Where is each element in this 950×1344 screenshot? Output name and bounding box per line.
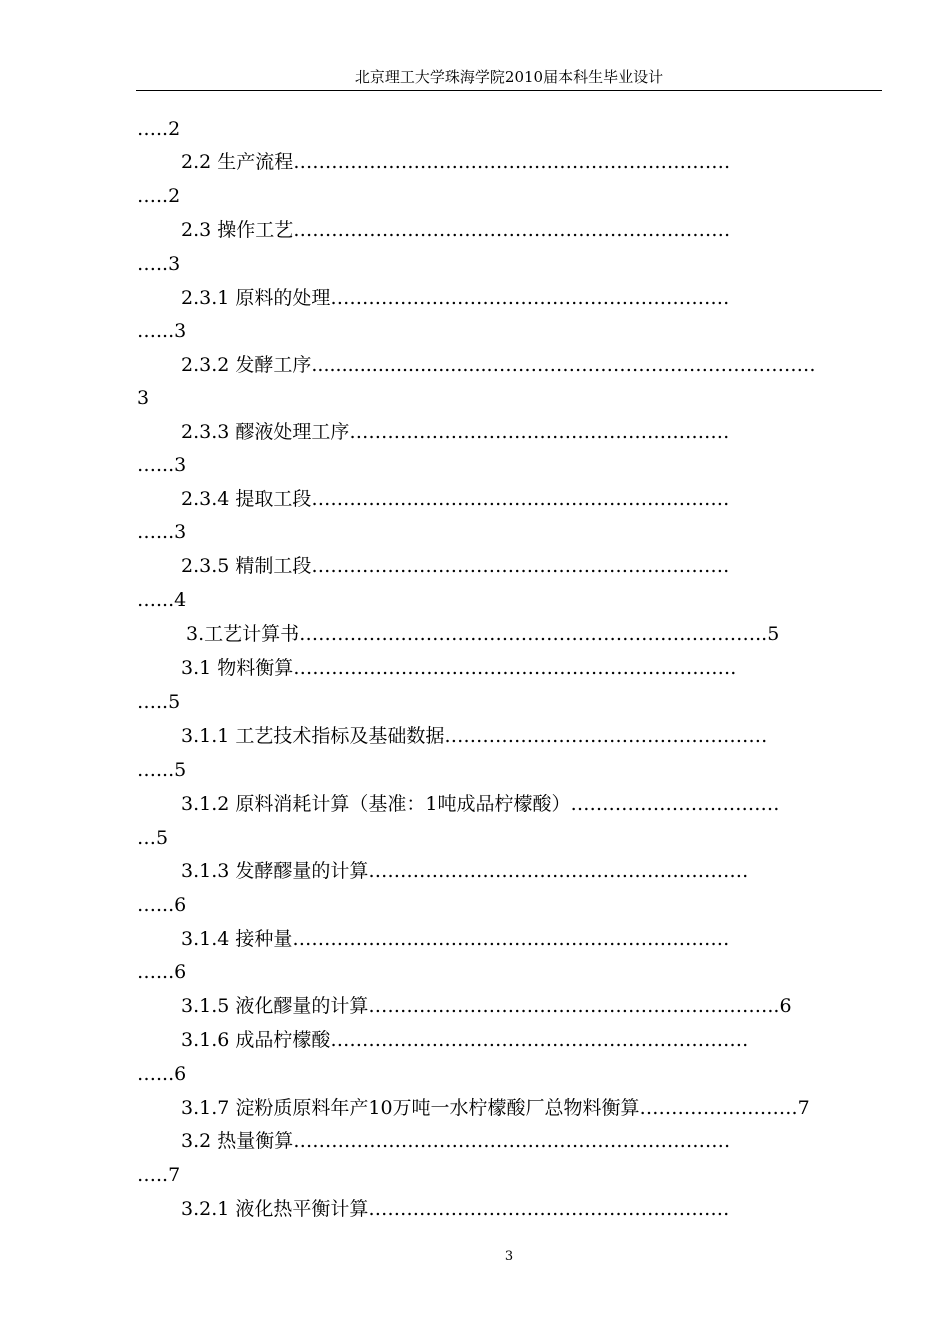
toc-line: …...3 [137,521,187,543]
toc-line: 3.1.1 工艺技术指标及基础数据…………………………………………… [181,725,768,747]
toc-line: …..2 [137,118,181,140]
toc-line: 3.2.1 液化热平衡计算………………………………………………… [181,1198,730,1220]
toc-line: …5 [137,827,169,849]
toc-line: …...4 [137,589,187,611]
toc-line: …...3 [137,454,187,476]
toc-line: 3.1.4 接种量…………………………………………………………… [181,928,730,950]
toc-line: …...6 [137,961,187,983]
toc-line: …...6 [137,1063,187,1085]
toc-line: 3.1.6 成品柠檬酸………………………………………………………… [181,1029,749,1051]
toc-line: …..2 [137,185,181,207]
header-title: 北京理工大学珠海学院2010届本科生毕业设计 [354,68,664,86]
page-number: 3 [504,1249,514,1264]
toc-line: …...3 [137,320,187,342]
toc-line: …..5 [137,691,181,713]
toc-line: …..3 [137,253,181,275]
toc-line: 3.1 物料衡算……………………………………………………………. [181,657,737,679]
toc-line: 2.3 操作工艺…………………………………………………………… [181,219,731,241]
toc-line: 2.3.3 醪液处理工序…………………………………………………… [181,421,730,443]
page-header [136,66,882,91]
toc-line: 2.2 生产流程…………………………………………………………… [181,151,731,173]
toc-line: …...6 [137,894,187,916]
toc-line: 3 [137,387,150,409]
toc-line: 3.工艺计算书………………………………………………………………..5 [186,623,780,645]
toc-line: 3.1.2 原料消耗计算（基准：1吨成品柠檬酸）…………………………… [181,793,780,815]
toc-line: …...5 [137,759,187,781]
toc-line: 3.2 热量衡算…………………………………………………………… [181,1130,731,1152]
page-footer [0,1248,950,1266]
toc-line: 3.1.7 淀粉质原料年产10万吨一水柠檬酸厂总物料衡算…………………….7 [181,1097,810,1119]
toc-line: 3.1.5 液化醪量的计算………………………………………………………..6 [181,995,792,1017]
toc-line: …..7 [137,1164,181,1186]
toc-line: 2.3.5 精制工段………………………………………………………… [181,555,730,577]
toc-line: 2.3.4 提取工段………………………………………………………… [181,488,730,510]
toc-line: 3.1.3 发酵醪量的计算…………………………………………………… [181,860,749,882]
toc-line: 2.3.2 发酵工序..............................…………………………………………… [181,354,816,376]
toc-line: 2.3.1 原料的处理……………………………………………………… [181,287,730,309]
